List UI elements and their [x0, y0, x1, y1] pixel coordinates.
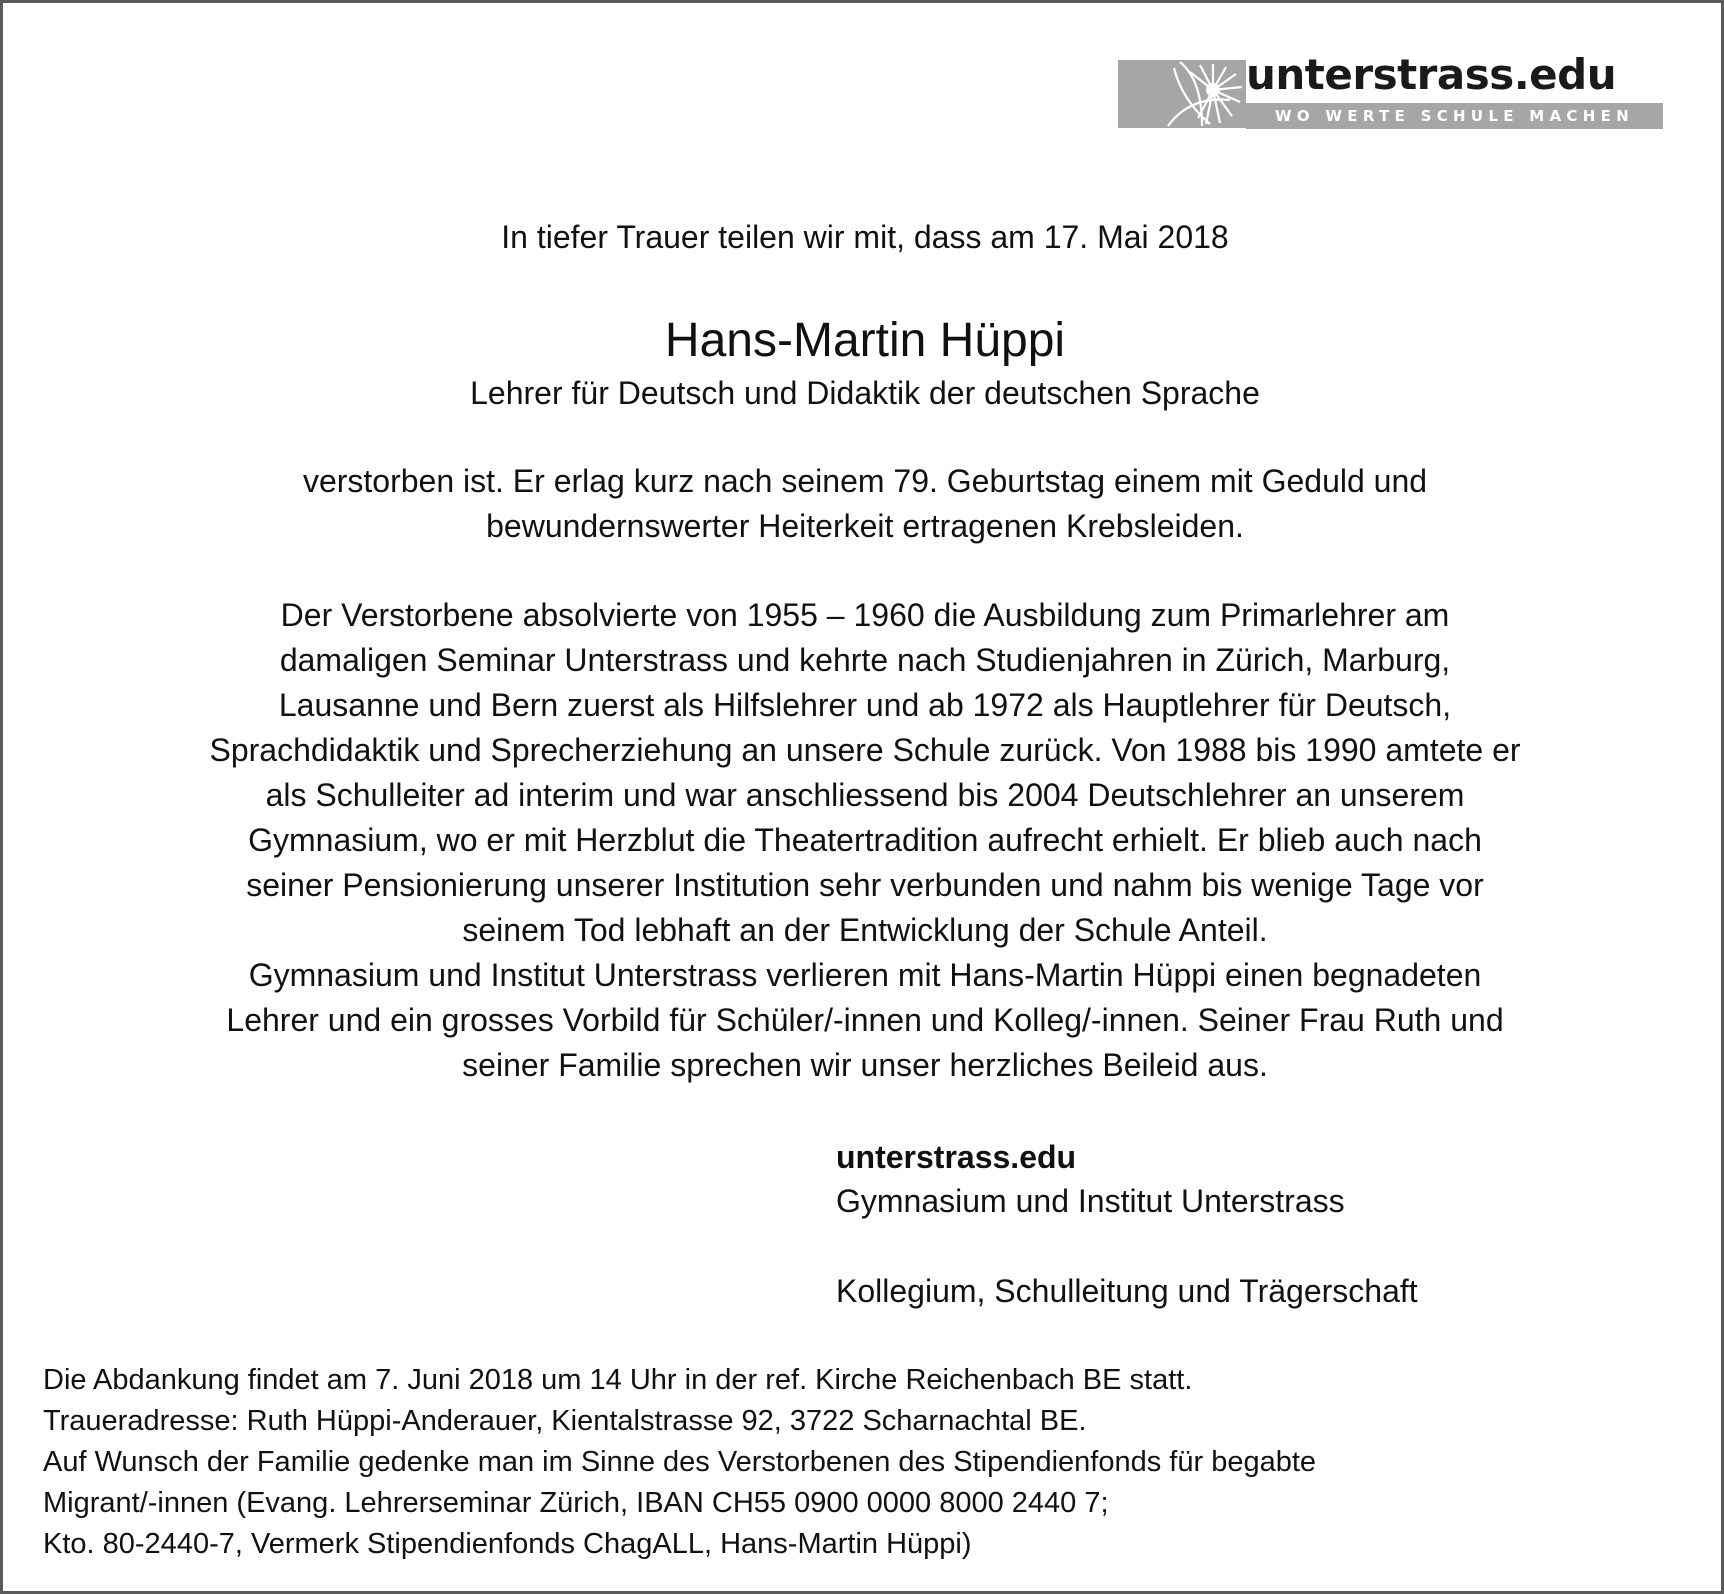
footer-line: Die Abdankung findet am 7. Juni 2018 um 14 Uhr in der ref. Kirche Reichenbach BE statt. [43, 1364, 1193, 1396]
paragraph-line: Der Verstorbene absolvierte von 1955 – 1960 die Ausbildung zum Primarlehrer am [280, 597, 1450, 633]
paragraph-line: Sprachdidaktik und Sprecherziehung an unsere Schule zurück. Von 1988 bis 1990 amtete er [209, 732, 1521, 768]
footer-line: Auf Wunsch der Familie gedenke man im Sinne des Verstorbenen des Stipendienfonds für begabte [43, 1446, 1317, 1478]
signature-staff: Kollegium, Schulleitung und Trägerschaft [836, 1273, 1418, 1309]
paragraph-line: Lehrer und ein grosses Vorbild für Schüler/-innen und Kolleg/-innen. Seiner Frau Ruth und [226, 1002, 1504, 1038]
signature-org: unterstrass.edu [836, 1139, 1077, 1175]
paragraph-line: Lausanne und Bern zuerst als Hilfslehrer und ab 1972 als Hauptlehrer für Deutsch, [278, 687, 1452, 723]
paragraph-line: Gymnasium und Institut Unterstrass verlieren mit Hans-Martin Hüppi einen begnadeten [248, 957, 1482, 993]
death-paragraph [3, 459, 1724, 549]
paragraph-line: verstorben ist. Er erlag kurz nach seinem 79. Geburtstag einem mit Geduld und [302, 463, 1428, 499]
logo-block [1118, 60, 1246, 128]
paragraph-line: als Schulleiter ad interim und war anschliessend bis 2004 Deutschlehrer an unserem [265, 777, 1465, 813]
unterstrass-logo [1118, 50, 1663, 130]
signature-institution: Gymnasium und Institut Unterstrass [836, 1183, 1345, 1219]
paragraph-line: seiner Familie sprechen wir unser herzliches Beileid aus. [462, 1047, 1268, 1083]
logo-name: unterstrass.edu [1246, 50, 1617, 99]
deceased-name: Hans-Martin Hüppi [664, 314, 1066, 367]
footer-line: Traueradresse: Ruth Hüppi-Anderauer, Kientalstrasse 92, 3722 Scharnachtal BE. [43, 1405, 1087, 1437]
footer-line: Migrant/-innen (Evang. Lehrerseminar Zürich, IBAN CH55 0900 0000 8000 2440 7; [43, 1487, 1109, 1519]
deceased-role: Lehrer für Deutsch und Didaktik der deutschen Sprache [470, 375, 1260, 411]
sunburst-logo-icon [1118, 60, 1246, 128]
logo-tagline: WO WERTE SCHULE MACHEN [1275, 107, 1634, 125]
paragraph-line: seiner Pensionierung unserer Institution sehr verbunden und nahm bis wenige Tage vor [246, 867, 1484, 903]
intro-line: In tiefer Trauer teilen wir mit, dass am 17. Mai 2018 [501, 219, 1229, 255]
paragraph-line: seinem Tod lebhaft an der Entwicklung der Schule Anteil. [462, 912, 1268, 948]
footer-line: Kto. 80-2440-7, Vermerk Stipendienfonds ChagALL, Hans-Martin Hüppi) [43, 1528, 972, 1560]
funeral-details [43, 1360, 1316, 1565]
biography-paragraph [3, 593, 1724, 1088]
paragraph-line: bewundernswerter Heiterkeit ertragenen Krebsleiden. [486, 508, 1244, 544]
paragraph-line: Gymnasium, wo er mit Herzblut die Theatertradition aufrecht erhielt. Er blieb auch nach [248, 822, 1482, 858]
paragraph-line: damaligen Seminar Unterstrass und kehrte nach Studienjahren in Zürich, Marburg, [279, 642, 1451, 678]
